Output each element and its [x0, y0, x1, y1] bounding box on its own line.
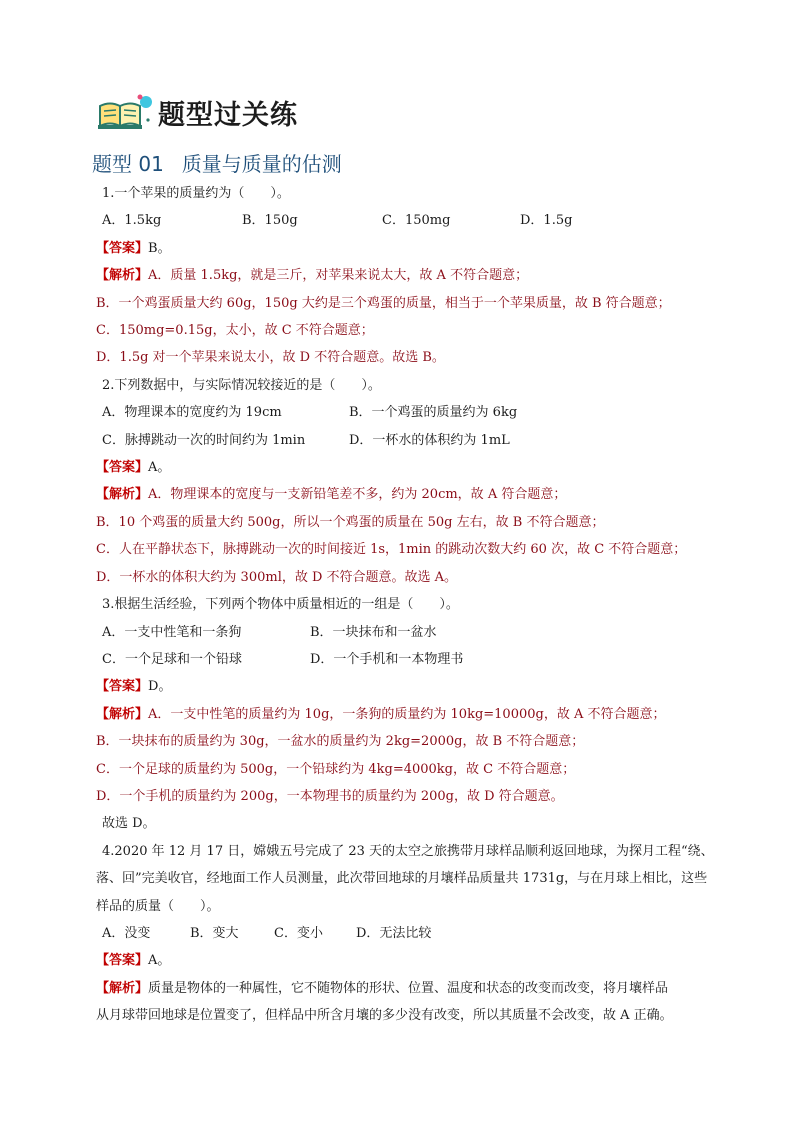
option-b: B．一个鸡蛋的质量约为 6kg	[349, 405, 518, 421]
question-2-explanation-a	[96, 481, 720, 508]
answer-value: D。	[148, 679, 172, 695]
question-2-options-row2	[96, 427, 720, 454]
option-c: C．一个足球和一个铅球	[102, 651, 242, 667]
section-number: 题型 01	[92, 152, 164, 176]
question-2-explanation-b: B．10 个鸡蛋的质量大约 500g，所以一个鸡蛋的质量在 50g 左右，故 B 不符合题意；	[96, 514, 605, 530]
option-d: D．一杯水的体积约为 1mL	[349, 432, 510, 448]
question-3-explanation-b: B．一块抹布的质量约为 30g，一盆水的质量约为 2kg=2000g，故 B 不符合题意；	[96, 734, 585, 750]
answer-label: 【答案】	[96, 679, 149, 695]
explanation-text: A．质量 1.5kg，就是三斤，对苹果来说太大，故 A 不符合题意；	[148, 268, 529, 284]
question-4-explanation-line2: 从月球带回地球是位置变了，但样品中所含月壤的多少没有改变，所以其质量不会改变，故 A 正确。	[96, 1008, 673, 1024]
book-icon	[96, 92, 154, 132]
page-title: 题型过关练	[158, 99, 298, 131]
option-a: A．物理课本的宽度约为 19cm	[102, 405, 282, 421]
answer-value: B。	[148, 240, 171, 256]
explanation-label: 【解析】	[96, 706, 149, 722]
question-4-stem-line2: 落、回”完美收官，经地面工作人员测量，此次带回地球的月壤样品质量共 1731g，与在月球上相比，这些	[96, 871, 708, 887]
question-3-options-row2	[96, 646, 720, 673]
explanation-label: 【解析】	[96, 487, 149, 503]
question-3-explanation-a	[96, 701, 720, 728]
section-name: 质量与质量的估测	[181, 152, 342, 176]
answer-label: 【答案】	[96, 240, 149, 256]
answer-value: A。	[148, 953, 171, 969]
explanation-label: 【解析】	[96, 980, 149, 996]
question-2-explanation-c: C．人在平静状态下，脉搏跳动一次的时间接近 1s，1min 的跳动次数大约 60 次，故 C 不符合题意；	[96, 542, 687, 558]
option-a: A．没变	[102, 925, 151, 941]
question-list	[96, 180, 720, 1030]
explanation-text: A．物理课本的宽度与一支新铅笔差不多，约为 20cm，故 A 符合题意；	[148, 487, 567, 503]
option-c: C．脉搏跳动一次的时间约为 1min	[102, 432, 306, 448]
question-4-answer	[96, 947, 720, 974]
option-d: D．1.5g	[520, 213, 573, 229]
option-a: A．1.5kg	[102, 213, 162, 229]
option-c: C．变小	[274, 925, 323, 941]
question-4-stem-line3: 样品的质量（ ）。	[96, 898, 220, 914]
question-2-answer	[96, 454, 720, 481]
option-a: A．一支中性笔和一条狗	[102, 624, 242, 640]
answer-value: A。	[148, 460, 171, 476]
option-d: D．无法比较	[356, 925, 432, 941]
option-b: B．150g	[242, 213, 298, 229]
question-1-explanation-b: B．一个鸡蛋质量大约 60g，150g 大约是三个鸡蛋的质量，相当于一个苹果质量，故 B 符合题意；	[96, 295, 671, 311]
question-1-explanation-a	[96, 262, 720, 289]
explanation-text: 质量是物体的一种属性，它不随物体的形状、位置、温度和状态的改变而改变，将月壤样品	[148, 980, 669, 996]
section-title	[92, 148, 342, 177]
question-4-explanation-line1	[96, 975, 720, 1002]
question-4-stem-line1: 4.2020 年 12 月 17 日，嫦娥五号完成了 23 天的太空之旅携带月球样品顺利返回地球，为探月工程“绕、	[102, 843, 714, 859]
question-3-answer	[96, 673, 720, 700]
answer-label: 【答案】	[96, 953, 149, 969]
question-3-options-row1	[96, 619, 720, 646]
question-4-options	[96, 920, 720, 947]
question-1-stem: 1.一个苹果的质量约为（ ）。	[102, 186, 290, 201]
question-1-explanation-c: C．150mg=0.15g，太小，故 C 不符合题意；	[96, 323, 374, 339]
explanation-text: A．一支中性笔的质量约为 10g，一条狗的质量约为 10kg=10000g，故 A 不符合题意；	[148, 706, 666, 722]
question-1-options	[96, 207, 720, 234]
question-1-answer	[96, 235, 720, 262]
question-2-explanation-d: D．一杯水的体积大约为 300ml，故 D 不符合题意。故选 A。	[96, 569, 458, 585]
option-b: B．一块抹布和一盆水	[310, 624, 437, 640]
option-d: D．一个手机和一本物理书	[310, 651, 464, 667]
option-b: B．变大	[190, 925, 239, 941]
question-3-conclusion: 故选 D。	[102, 816, 156, 832]
option-c: C．150mg	[382, 213, 451, 229]
question-3-stem: 3.根据生活经验，下列两个物体中质量相近的一组是（ ）。	[102, 597, 459, 613]
page-header	[96, 92, 298, 132]
question-3-explanation-d: D．一个手机的质量约为 200g，一本物理书的质量约为 200g，故 D 符合题意。	[96, 788, 564, 804]
question-2-stem: 2.下列数据中，与实际情况较接近的是（ ）。	[102, 377, 381, 393]
question-1-explanation-d: D．1.5g 对一个苹果来说太小，故 D 不符合题意。故选 B。	[96, 350, 445, 366]
answer-label: 【答案】	[96, 460, 149, 476]
question-2-options-row1	[96, 399, 720, 426]
question-3-explanation-c: C．一个足球的质量约为 500g，一个铅球约为 4kg=4000kg，故 C 不符合题意；	[96, 761, 576, 777]
explanation-label: 【解析】	[96, 268, 149, 284]
